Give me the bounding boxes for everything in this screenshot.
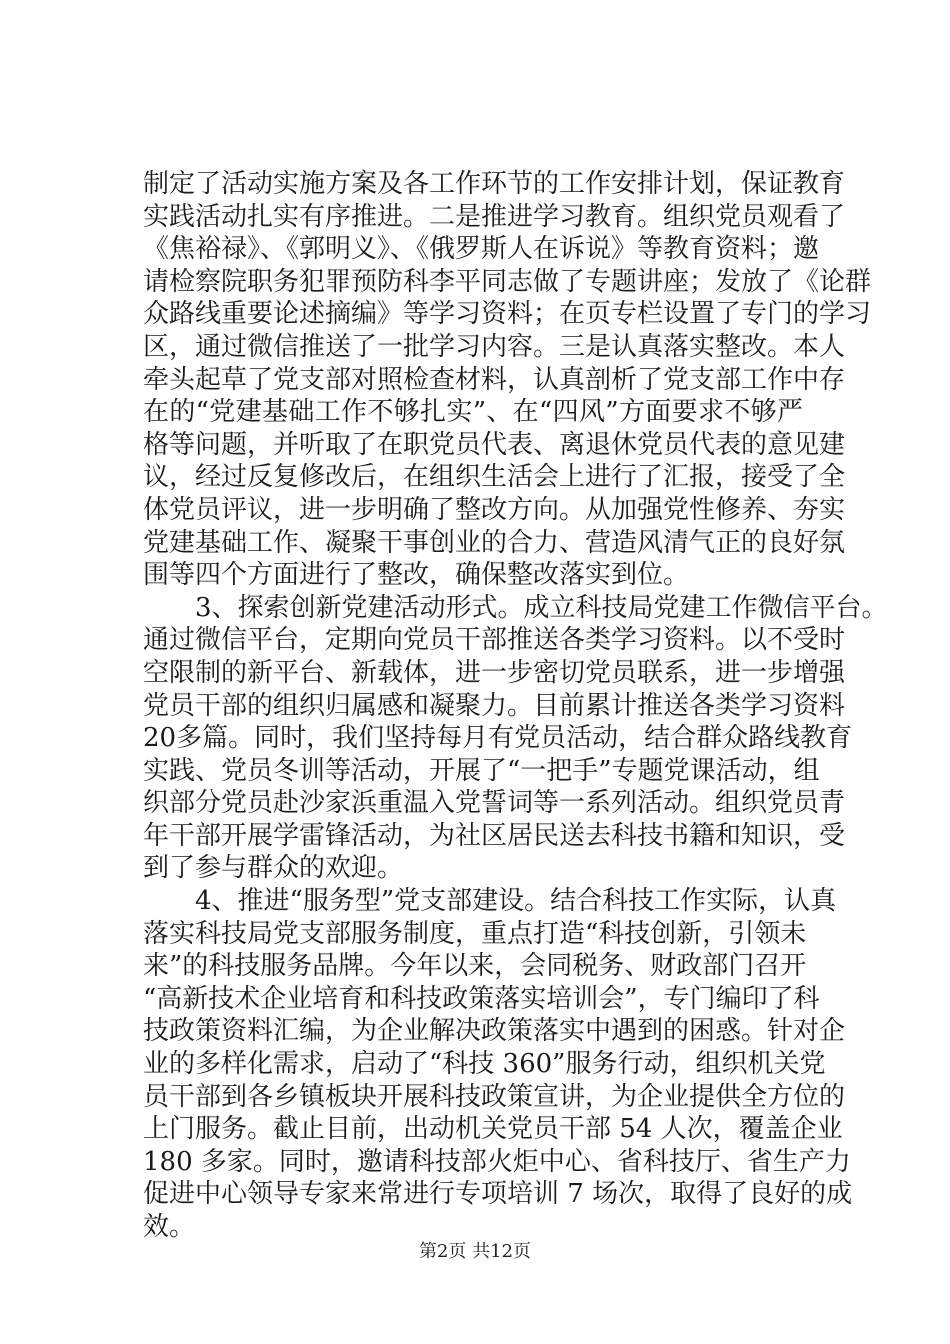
text-line: 员干部到各乡镇板块开展科技政策宣讲，为企业提供全方位的 xyxy=(143,1081,846,1112)
text-line: 体党员评议，进一步明确了整改方向。从加强党性修养、夯实 xyxy=(143,494,846,525)
text-line: 党员干部的组织归属感和凝聚力。目前累计推送各类学习资料 xyxy=(143,690,846,721)
text-line: 众路线重要论述摘编》等学习资料；在页专栏设置了专门的学习 xyxy=(143,299,872,330)
text-line: 上门服务。截止目前，出动机关党员干部 54 人次，覆盖企业 xyxy=(143,1114,843,1145)
text-line: 在的“党建基础工作不够扎实”、在“四风”方面要求不够严 xyxy=(143,397,803,428)
text-line: 请检察院职务犯罪预防科李平同志做了专题讲座；发放了《论群 xyxy=(143,266,872,297)
text-line: 实践活动扎实有序推进。二是推进学习教育。组织党员观看了 xyxy=(143,201,846,232)
page-number-footer: 第2页 共12页 xyxy=(418,1241,532,1262)
text-line: 《焦裕禄》、《郭明义》、《俄罗斯人在诉说》等教育资料；邀 xyxy=(143,234,820,265)
text-line: 制定了活动实施方案及各工作环节的工作安排计划，保证教育 xyxy=(143,169,846,199)
text-line: 议，经过反复修改后，在组织生活会上进行了汇报，接受了全 xyxy=(143,462,846,493)
text-line: 技政策资料汇编，为企业解决政策落实中遇到的困惑。针对企 xyxy=(143,1016,846,1047)
text-line: 效。 xyxy=(143,1212,196,1242)
paragraph-start-line: 3、探索创新党建活动形式。成立科技局党建工作微信平台。 xyxy=(143,592,888,623)
text-line: 围等四个方面进行了整改，确保整改落实到位。 xyxy=(143,560,690,591)
text-line: 织部分党员赴沙家浜重温入党誓词等一系列活动。组织党员青 xyxy=(143,788,846,819)
text-line: 格等问题，并听取了在职党员代表、离退休党员代表的意见建 xyxy=(143,429,846,460)
document-body xyxy=(143,168,888,1244)
text-line: 落实科技局党支部服务制度，重点打造“科技创新，引领未 xyxy=(143,918,807,949)
text-line: 促进中心领导专家来常进行专项培训 7 场次，取得了良好的成 xyxy=(143,1179,853,1210)
text-line: 20多篇。同时，我们坚持每月有党员活动，结合群众路线教育 xyxy=(143,723,853,754)
text-line: 来”的科技服务品牌。今年以来，会同税务、财政部门召开 xyxy=(143,951,807,982)
text-line: 业的多样化需求，启动了“科技 360”服务行动，组织机关党 xyxy=(143,1049,826,1080)
text-line: 180 多家。同时，邀请科技部火炬中心、省科技厅、省生产力 xyxy=(143,1146,851,1177)
paragraph-start-line: 4、推进“服务型”党支部建设。结合科技工作实际，认真 xyxy=(143,886,837,917)
text-line: 党建基础工作、凝聚干事创业的合力、营造风清气正的良好氛 xyxy=(143,527,846,558)
text-line: 区，通过微信推送了一批学习内容。三是认真落实整改。本人 xyxy=(143,331,846,362)
text-line: “高新技术企业培育和科技政策落实培训会”，专门编印了科 xyxy=(143,983,820,1014)
text-line: 实践、党员冬训等活动，开展了“一把手”专题党课活动，组 xyxy=(143,755,820,786)
text-line: 通过微信平台，定期向党员干部推送各类学习资料。以不受时 xyxy=(143,625,846,656)
text-line: 牵头起草了党支部对照检查材料，认真剖析了党支部工作中存 xyxy=(143,364,846,395)
text-line: 到了参与群众的欢迎。 xyxy=(143,853,404,884)
text-line: 年干部开展学雷锋活动，为社区居民送去科技书籍和知识，受 xyxy=(143,820,846,851)
text-line: 空限制的新平台、新载体，进一步密切党员联系，进一步增强 xyxy=(143,657,846,688)
